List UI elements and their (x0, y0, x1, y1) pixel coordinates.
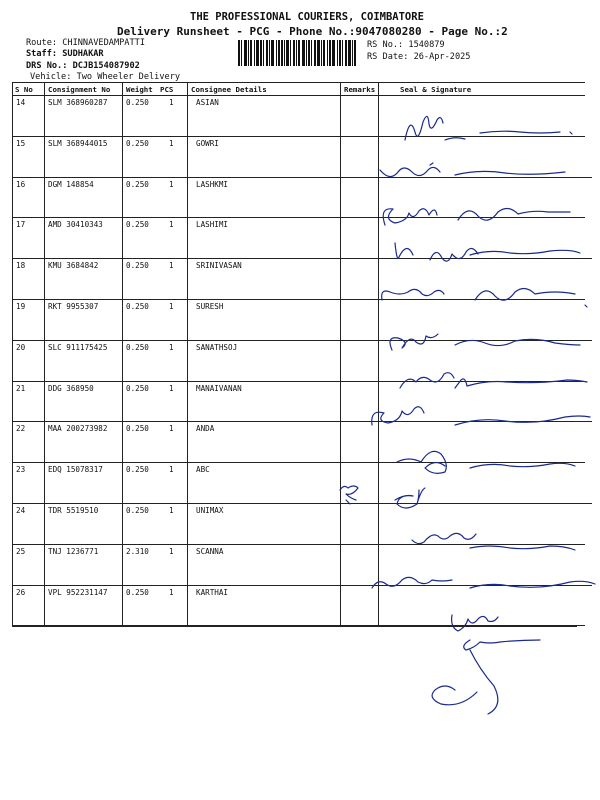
row-pcs: 1 (169, 383, 174, 393)
row-pcs: 1 (169, 261, 174, 271)
column-header-consignment: Consignment No (48, 85, 111, 94)
row-weight: 0.250 (126, 465, 149, 475)
row-consignment-no: RKT 9955307 (48, 302, 99, 311)
row-consignment-no: TNJ 1236771 (48, 546, 99, 556)
row-pcs: 1 (169, 302, 174, 311)
row-consignment-no: TDR 5519510 (48, 506, 99, 515)
column-header-pcs: PCS (160, 85, 174, 94)
row-pcs: 1 (169, 587, 174, 597)
signature-row-19 (390, 334, 580, 350)
signature-row-21 (372, 407, 590, 425)
row-consignee: ABC (196, 465, 210, 475)
row-consignment-no: SLC 911175425 (48, 342, 108, 352)
row-sno: 14 (16, 98, 26, 107)
row-consignment-no: EDQ 15078317 (48, 465, 103, 475)
document-title: THE PROFESSIONAL COURIERS, COIMBATORE (190, 11, 424, 23)
signature-row-18 (382, 288, 587, 307)
row-weight: 0.250 (126, 261, 149, 271)
drs-label: DRS No.: DCJB154087902 (26, 61, 140, 71)
signature-row-20 (400, 373, 587, 388)
vehicle-label: Vehicle: Two Wheeler Delivery (30, 72, 181, 82)
row-sno: 20 (16, 342, 26, 352)
row-sno: 23 (16, 465, 26, 475)
route-label: Route: CHINNAVEDAMPATTI (26, 38, 145, 48)
row-sno: 15 (16, 138, 26, 148)
row-sno: 16 (16, 179, 26, 189)
row-pcs: 1 (169, 98, 174, 107)
row-weight: 0.250 (126, 506, 149, 515)
row-consignee: KARTHAI (196, 587, 229, 597)
row-pcs: 1 (169, 465, 174, 475)
signature-row-15 (380, 163, 565, 177)
row-consignee: SCANNA (196, 546, 224, 556)
signature-row-14 (405, 116, 572, 140)
row-weight: 0.250 (126, 220, 149, 230)
row-sno: 19 (16, 302, 26, 311)
row-pcs: 1 (169, 424, 174, 434)
row-consignment-no: DGM 148854 (48, 179, 94, 189)
row-weight: 0.250 (126, 138, 149, 148)
signature-bottom (432, 615, 540, 714)
row-consignee: UNIMAX (196, 506, 224, 515)
signature-row-17 (395, 243, 580, 261)
row-consignment-no: SLM 368944015 (48, 138, 108, 148)
column-header-weight: Weight (126, 85, 153, 94)
row-consignment-no: KMU 3684842 (48, 261, 99, 271)
row-consignee: LASHIMI (196, 220, 229, 230)
column-header-remarks: Remarks (344, 85, 376, 94)
row-consignment-no: VPL 952231147 (48, 587, 108, 597)
row-sno: 21 (16, 383, 26, 393)
column-header-consignee: Consignee Details (191, 85, 267, 94)
row-sno: 26 (16, 587, 26, 597)
rs-date: RS Date: 26-Apr-2025 (367, 52, 471, 62)
row-pcs: 1 (169, 179, 174, 189)
row-pcs: 1 (169, 342, 174, 352)
signature-row-26 (372, 577, 595, 588)
signature-row-16 (383, 208, 570, 225)
row-weight: 0.250 (126, 587, 149, 597)
row-pcs: 1 (169, 220, 174, 230)
row-consignee: ANDA (196, 424, 215, 434)
row-consignment-no: SLM 368960287 (48, 98, 108, 107)
document-subtitle: Delivery Runsheet - PCG - Phone No.:9047080280 - Page No.:2 (117, 25, 508, 38)
row-weight: 0.250 (126, 342, 149, 352)
row-consignment-no: MAA 200273982 (48, 424, 108, 434)
row-pcs: 1 (169, 138, 174, 148)
staff-label: Staff: SUDHAKAR (26, 49, 104, 59)
row-consignment-no: DDG 368950 (48, 383, 94, 393)
table-bottom-border (12, 626, 577, 627)
row-weight: 0.250 (126, 302, 149, 311)
signature-row-23 (395, 451, 575, 508)
column-header-sno: S No (15, 85, 33, 94)
signature-row-25 (412, 533, 575, 550)
rs-number: RS No.: 1540879 (367, 40, 445, 50)
row-sno: 24 (16, 506, 26, 515)
row-weight: 2.310 (126, 546, 149, 556)
row-consignee: SURESH (196, 302, 224, 311)
row-weight: 0.250 (126, 424, 149, 434)
row-sno: 22 (16, 424, 26, 434)
row-pcs: 1 (169, 546, 174, 556)
row-consignee: GOWRI (196, 138, 219, 148)
row-weight: 0.250 (126, 98, 149, 107)
row-sno: 25 (16, 546, 26, 556)
remarks-mark-row-23 (340, 486, 358, 504)
row-sno: 18 (16, 261, 26, 271)
row-consignee: MANAIVANAN (196, 383, 242, 393)
row-weight: 0.250 (126, 383, 149, 393)
column-header-signature: Seal & Signature (400, 85, 472, 94)
row-weight: 0.250 (126, 179, 149, 189)
row-consignee: LASHKMI (196, 179, 229, 189)
row-consignee: SANATHSOJ (196, 342, 238, 352)
row-consignee: ASIAN (196, 98, 219, 107)
row-consignment-no: AMD 30410343 (48, 220, 103, 230)
row-sno: 17 (16, 220, 26, 230)
row-pcs: 1 (169, 506, 174, 515)
row-consignee: SRINIVASAN (196, 261, 242, 271)
